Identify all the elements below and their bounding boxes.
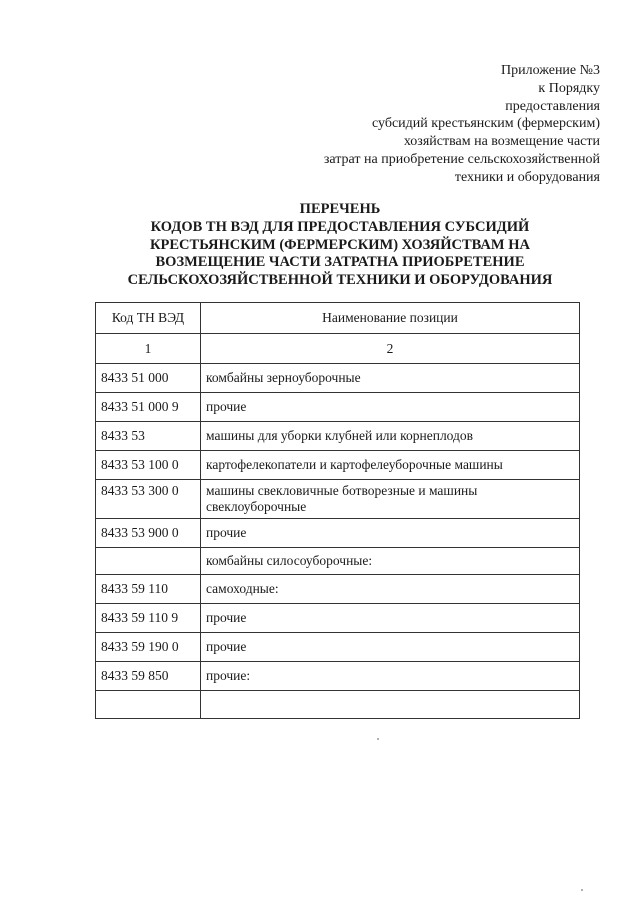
title-line: ВОЗМЕЩЕНИЕ ЧАСТИ ЗАТРАТНА ПРИОБРЕТЕНИЕ bbox=[155, 254, 525, 271]
table-row bbox=[96, 633, 580, 662]
cell-code: 8433 53 900 0 bbox=[96, 519, 201, 548]
table-row bbox=[96, 575, 580, 604]
cell-name: машины для уборки клубней или корнеплодов bbox=[201, 422, 580, 451]
table-row bbox=[96, 662, 580, 691]
scan-speck bbox=[377, 738, 379, 740]
cell-name: прочие: bbox=[201, 662, 580, 691]
cell-code: 8433 59 190 0 bbox=[96, 633, 201, 662]
header-name: Наименование позиции bbox=[201, 303, 580, 334]
table-row bbox=[96, 451, 580, 480]
appendix-line: предоставления bbox=[505, 98, 600, 114]
cell-code: 8433 53 100 0 bbox=[96, 451, 201, 480]
cell-code bbox=[96, 691, 201, 719]
table-row bbox=[96, 519, 580, 548]
title-line: КОДОВ ТН ВЭД ДЛЯ ПРЕДОСТАВЛЕНИЯ СУБСИДИЙ bbox=[150, 218, 530, 235]
appendix-line: техники и оборудования bbox=[454, 169, 600, 185]
cell-name: прочие bbox=[201, 519, 580, 548]
cell-code: 8433 53 bbox=[96, 422, 201, 451]
cell-name: комбайны зерноуборочные bbox=[201, 364, 580, 393]
appendix-line: Приложение №3 bbox=[501, 63, 600, 78]
cell-name: машины свекловичные ботворезные и машины свеклоуборочные bbox=[201, 480, 580, 519]
cell-name: прочие bbox=[201, 633, 580, 662]
table-row bbox=[96, 604, 580, 633]
appendix-line: к Порядку bbox=[538, 80, 600, 96]
table-row bbox=[96, 393, 580, 422]
cell-code: 8433 51 000 bbox=[96, 364, 201, 393]
appendix-note bbox=[240, 62, 600, 187]
cell-code: 8433 59 110 bbox=[96, 575, 201, 604]
column-number: 1 bbox=[96, 334, 201, 364]
appendix-line: хозяйствам на возмещение части bbox=[403, 134, 600, 150]
table-row bbox=[96, 548, 580, 575]
cell-name: прочие bbox=[201, 604, 580, 633]
header-code: Код ТН ВЭД bbox=[96, 303, 201, 334]
title-line: ПЕРЕЧЕНЬ bbox=[299, 201, 381, 217]
table-row bbox=[96, 691, 580, 719]
scan-speck bbox=[581, 889, 583, 891]
document-title bbox=[60, 201, 620, 290]
table-header-row bbox=[96, 303, 580, 334]
cell-name: комбайны силосоуборочные: bbox=[201, 548, 580, 575]
appendix-line: затрат на приобретение сельскохозяйственной bbox=[323, 151, 600, 167]
title-line: КРЕСТЬЯНСКИМ (ФЕРМЕРСКИМ) ХОЗЯЙСТВАМ НА bbox=[150, 236, 530, 253]
cell-code: 8433 51 000 9 bbox=[96, 393, 201, 422]
column-number: 2 bbox=[201, 334, 580, 364]
cell-code: 8433 59 850 bbox=[96, 662, 201, 691]
appendix-line: субсидий крестьянским (фермерским) bbox=[372, 116, 600, 132]
cell-name: прочие bbox=[201, 393, 580, 422]
codes-table bbox=[95, 302, 580, 719]
table-row bbox=[96, 364, 580, 393]
cell-code bbox=[96, 548, 201, 575]
cell-name bbox=[201, 691, 580, 719]
cell-code: 8433 59 110 9 bbox=[96, 604, 201, 633]
cell-code: 8433 53 300 0 bbox=[96, 480, 201, 519]
cell-name: самоходные: bbox=[201, 575, 580, 604]
cell-name: картофелекопатели и картофелеуборочные машины bbox=[201, 451, 580, 480]
table-row bbox=[96, 422, 580, 451]
title-line: СЕЛЬСКОХОЗЯЙСТВЕННОЙ ТЕХНИКИ И ОБОРУДОВАНИЯ bbox=[127, 272, 553, 289]
table-number-row bbox=[96, 334, 580, 364]
table-row bbox=[96, 480, 580, 519]
